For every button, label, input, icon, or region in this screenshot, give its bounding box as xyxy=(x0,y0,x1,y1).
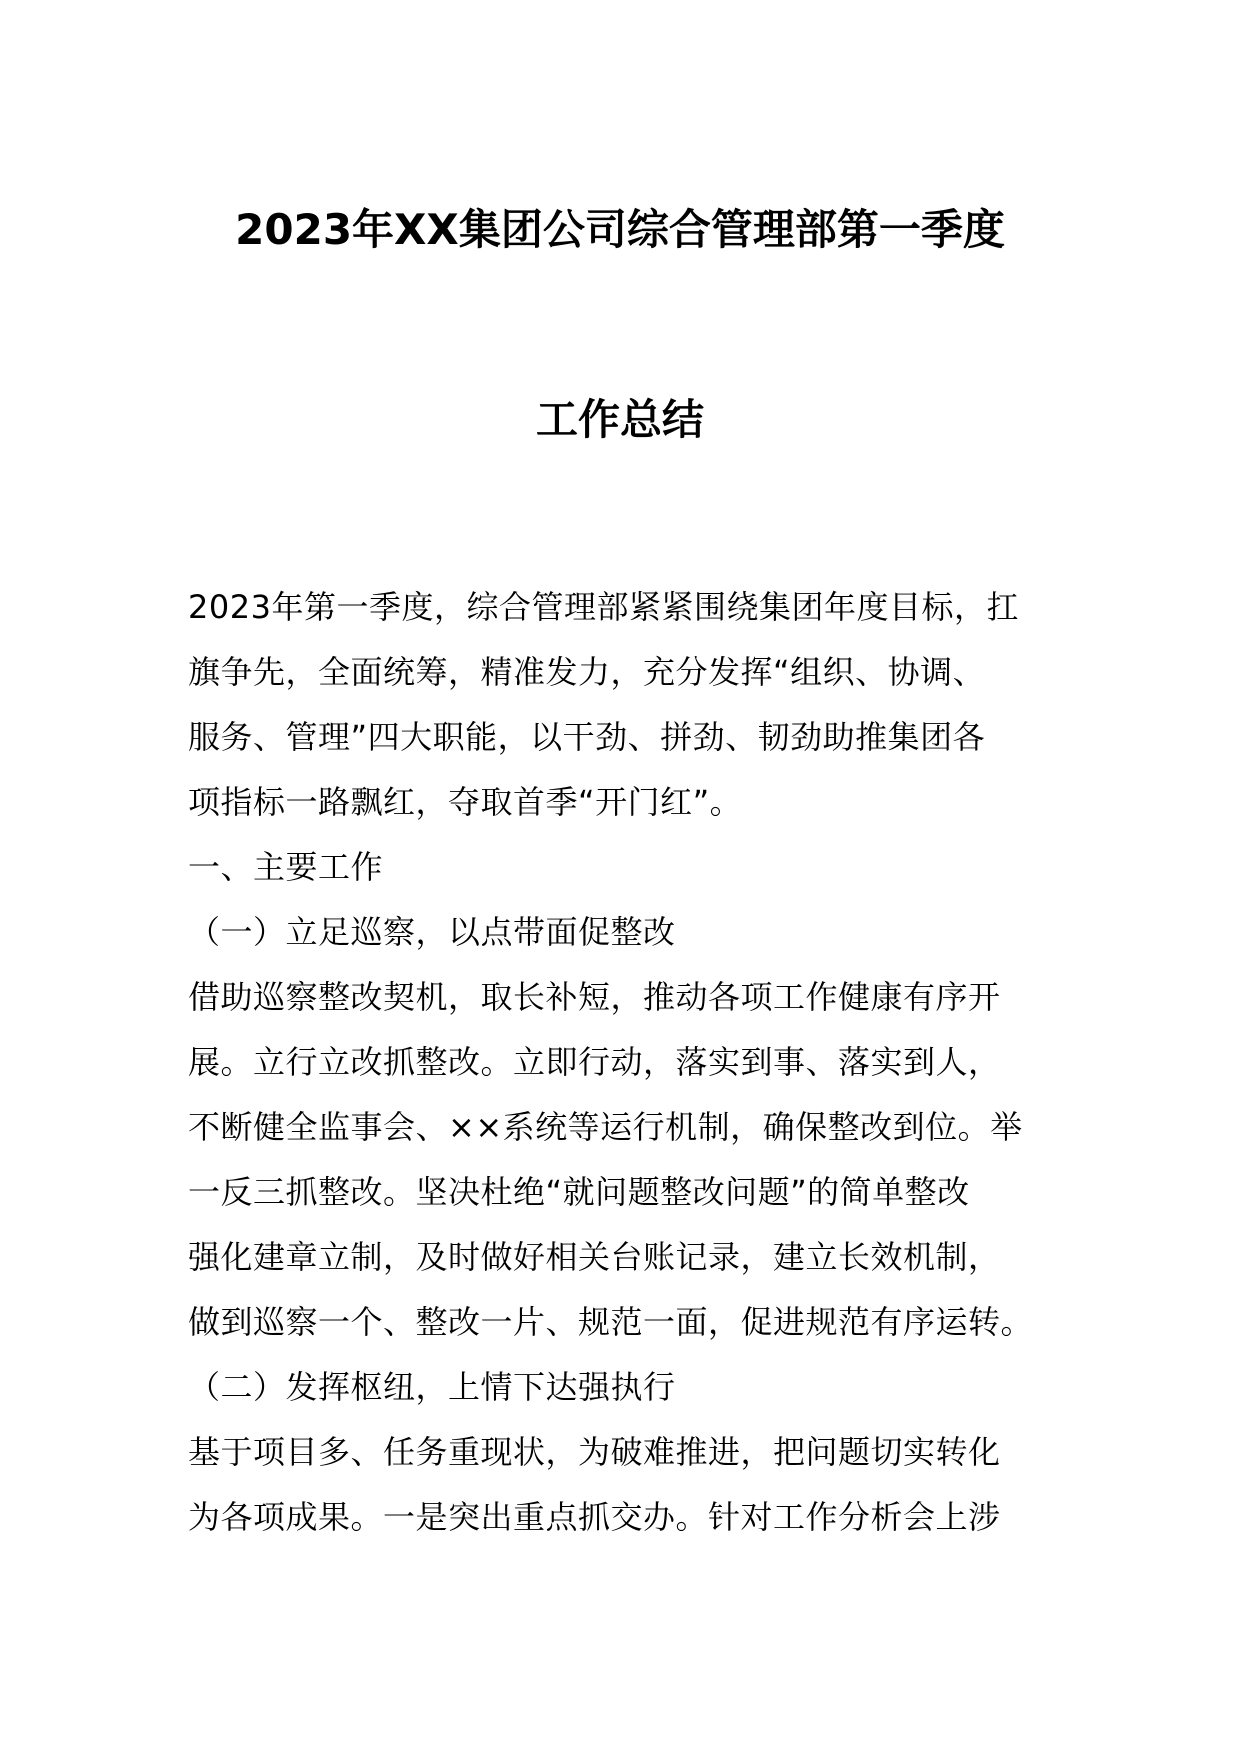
document-title-line-1: 2023年XX集团公司综合管理部第一季度 xyxy=(235,205,1005,254)
intro-paragraph-line: 服务、管理”四大职能，以干劲、拼劲、韧劲助推集团各 xyxy=(188,718,986,756)
subsection-heading-1: （一）立足巡察，以点带面促整改 xyxy=(188,913,676,951)
intro-paragraph-line: 项指标一路飘红，夺取首季“开门红”。 xyxy=(188,783,743,821)
section-heading-main-work: 一、主要工作 xyxy=(188,848,384,886)
subsection-1-paragraph-line: 一反三抓整改。坚决杜绝“就问题整改问题”的简单整改 xyxy=(188,1173,970,1211)
subsection-1-paragraph-line: 不断健全监事会、××系统等运行机制，确保整改到位。举 xyxy=(188,1108,1023,1146)
intro-paragraph-line: 2023年第一季度，综合管理部紧紧围绕集团年度目标，扛 xyxy=(188,588,1019,626)
subsection-1-paragraph-line: 强化建章立制，及时做好相关台账记录，建立长效机制， xyxy=(188,1238,1001,1276)
document-title-line-2: 工作总结 xyxy=(535,395,704,444)
subsection-1-paragraph-line: 做到巡察一个、整改一片、规范一面，促进规范有序运转。 xyxy=(188,1303,1034,1341)
subsection-heading-2: （二）发挥枢纽，上情下达强执行 xyxy=(188,1368,676,1406)
subsection-2-paragraph-line: 为各项成果。一是突出重点抓交办。针对工作分析会上涉 xyxy=(188,1498,1001,1536)
subsection-1-paragraph-line: 展。立行立改抓整改。立即行动，落实到事、落实到人， xyxy=(188,1043,1001,1081)
subsection-2-paragraph-line: 基于项目多、任务重现状，为破难推进，把问题切实转化 xyxy=(188,1433,1001,1471)
subsection-1-paragraph-line: 借助巡察整改契机，取长补短，推动各项工作健康有序开 xyxy=(188,978,1001,1016)
intro-paragraph-line: 旗争先，全面统筹，精准发力，充分发挥“组织、协调、 xyxy=(188,653,986,691)
document-body xyxy=(188,575,1048,1550)
